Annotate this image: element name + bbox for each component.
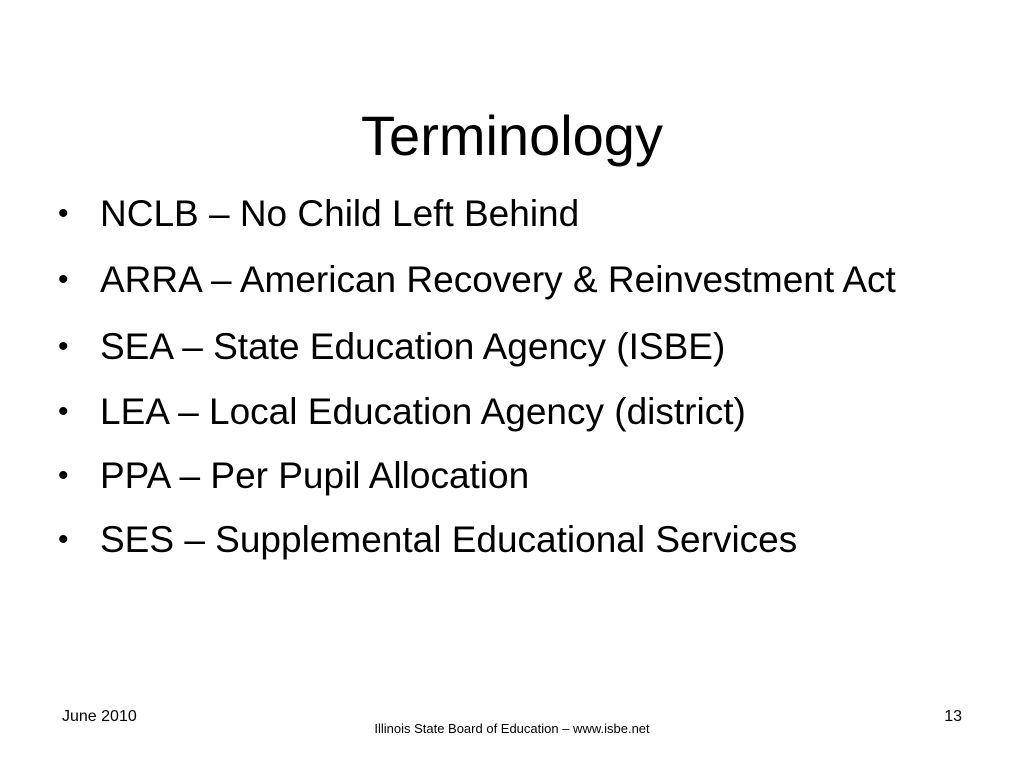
- bullet-text: LEA – Local Education Agency (district): [100, 391, 746, 432]
- bullet-item-ppa: [58, 452, 978, 499]
- bullet-text: SEA – State Education Agency (ISBE): [100, 326, 726, 367]
- page-number: 13: [944, 708, 962, 725]
- bullet-text: NCLB – No Child Left Behind: [100, 193, 580, 234]
- bullet-icon: •: [58, 523, 69, 556]
- bullet-icon: •: [58, 459, 69, 492]
- bullet-item-lea: [58, 388, 978, 435]
- bullet-text: PPA – Per Pupil Allocation: [100, 455, 530, 496]
- footer-organization: Illinois State Board of Education – www.isbe.net: [374, 721, 650, 736]
- bullet-text: SES – Supplemental Educational Services: [100, 519, 798, 560]
- slide-title: Terminology: [361, 103, 663, 167]
- footer-date: June 2010: [62, 708, 137, 725]
- bullet-icon: •: [58, 197, 69, 230]
- bullet-list: [58, 190, 978, 582]
- bullet-icon: •: [58, 330, 69, 363]
- bullet-text: ARRA – American Recovery & Reinvestment Act: [100, 259, 896, 300]
- bullet-icon: •: [58, 263, 69, 296]
- bullet-item-nclb: [58, 190, 978, 237]
- bullet-item-ses: [58, 516, 978, 563]
- bullet-item-arra: [58, 256, 978, 303]
- bullet-icon: •: [58, 395, 69, 428]
- bullet-item-sea: [58, 323, 978, 370]
